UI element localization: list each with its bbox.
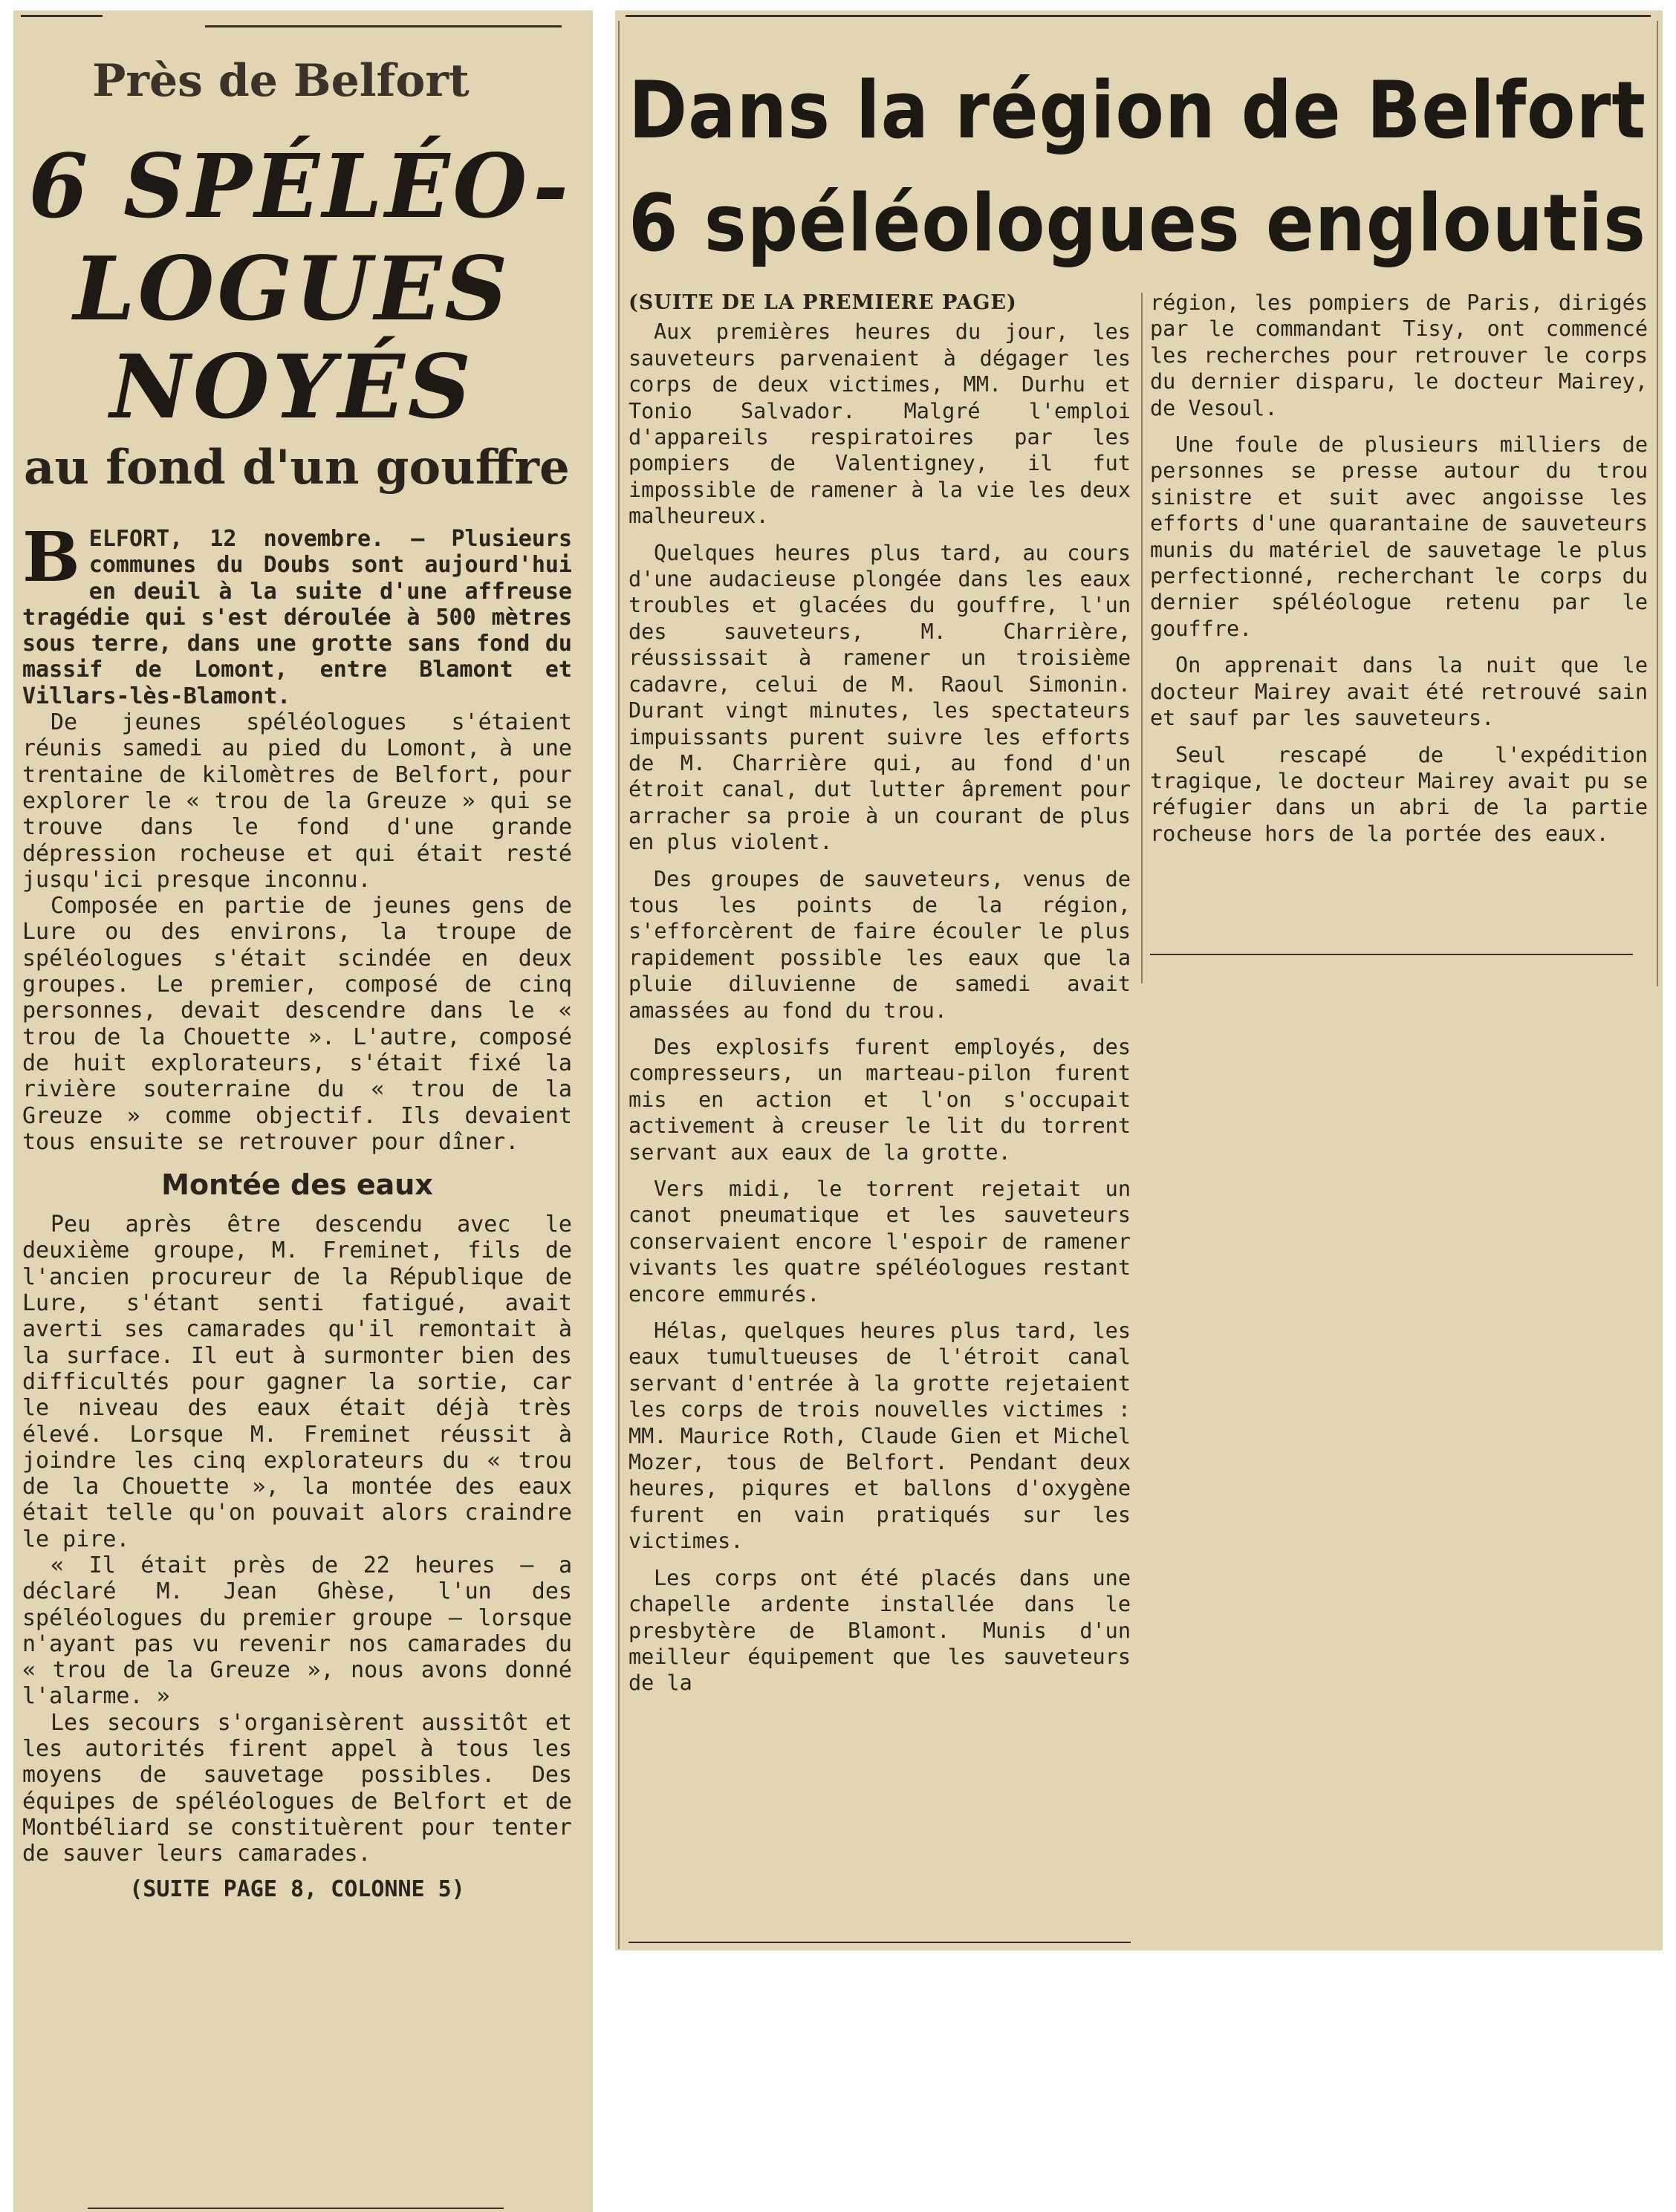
lead-text: ELFORT, 12 novembre. — Plusieurs communes du Doubs sont aujourd'hui en deuil à la suite d'une affreuse tragédie qui s'est déroulée à 500 mètres sous terre, dans une grotte sans fond du massif de Lomont, entre Blamont et Villars-lès-Blamont. <box>22 526 572 709</box>
paragraph: Composée en partie de jeunes gens de Lure ou des environs, la troupe de spéléologues s'était scindée en deux groupes. Le premier, composé de cinq personnes, devait descendre dans le « trou de la Chouette ». L'autre, composé de huit explorateurs, s'était fixé la rivière souterraine du « trou de la Greuze » comme objectif. Ils devaient tous ensuite se retrouver pour dîner. <box>22 893 572 1155</box>
paragraph: Des groupes de sauveteurs, venus de tous les points de la région, s'efforcèrent de faire écouler le plus rapidement possible les eaux que la pluie diluvienne de samedi avait amassées au fond du trou. <box>628 866 1131 1023</box>
top-rule-left <box>21 15 103 17</box>
kicker: Près de Belfort <box>92 55 470 107</box>
top-rule-right <box>205 25 562 27</box>
paragraph: On apprenait dans la nuit que le docteur Mairey avait été retrouvé sain et sauf par les sauveteurs. <box>1150 653 1648 731</box>
paragraph: Hélas, quelques heures plus tard, les eaux tumultueuses de l'étroit canal servant d'entrée à la grotte rejetaient les corps de trois nouvelles victimes : MM. Maurice Roth, Claude Gien et Michel Mozer, tous de Belfort. Pendant deux heures, piqures et ballons d'oxygène furent en vain pratiqués sur les victimes. <box>628 1318 1131 1554</box>
deck: au fond d'un gouffre <box>24 440 570 495</box>
paragraph: Les corps ont été placés dans une chapelle ardente installée dans le presbytère de Blamont. Munis d'un meilleur équipement que les sauveteurs de la <box>628 1565 1131 1696</box>
drop-cap: B <box>22 517 80 597</box>
column-2 <box>1150 290 1648 857</box>
paragraph: Peu après être descendu avec le deuxième groupe, M. Freminet, fils de l'ancien procureur de la République de Lure, s'étant senti fatigué, avait averti ses camarades qu'il remontait à la surface. Il eut à surmonter bien des difficultés pour gagner la sortie, car le niveau des eaux était déjà très élevé. Lorsque M. Freminet réussit à joindre les cinq explorateurs du « trou de la Chouette », la montée des eaux était telle qu'on pouvait alors craindre le pire. <box>22 1211 572 1552</box>
column-1-end-rule <box>628 1942 1131 1943</box>
border-right <box>1657 21 1658 986</box>
column-2-end-rule <box>1150 954 1633 955</box>
border-left <box>618 21 620 1949</box>
paragraph: Une foule de plusieurs milliers de personnes se presse autour du trou sinistre et suit avec angoisse les efforts d'une quarantaine de sauveteurs munis du matériel de sauvetage le plus perfectionné, recherchant le corps du dernier spéléologue retenu par le gouffre. <box>1150 432 1648 641</box>
continuation-note: (SUITE PAGE 8, COLONNE 5) <box>129 1876 465 1902</box>
paragraph: Vers midi, le torrent rejetait un canot pneumatique et les sauveteurs conservaient encore l'espoir de ramener vivants les quatre spéléologues restant encore emmurés. <box>628 1177 1131 1307</box>
subheading: Montée des eaux <box>161 1168 433 1202</box>
left-clipping <box>13 10 593 2212</box>
column-divider <box>1141 293 1143 983</box>
headline-line-1: 6 SPÉLÉO- <box>28 134 571 238</box>
paragraph: Seul rescapé de l'expédition tragique, le docteur Mairey avait pu se réfugier dans un abri de la partie rocheuse hors de la portée des eaux. <box>1150 742 1648 846</box>
headline-line-3: NOYÉS <box>109 335 475 438</box>
headline-line-2: 6 spéléologues engloutis <box>628 178 1646 269</box>
left-article-body <box>22 517 572 1902</box>
headline-line-1: Dans la région de Belfort <box>628 65 1646 156</box>
continued-note: (SUITE DE LA PREMIERE PAGE) <box>628 291 1017 314</box>
paragraph: « Il était près de 22 heures — a déclaré M. Jean Ghèse, l'un des spéléologues du premier groupe — lorsque n'ayant pas vu revenir nos camarades du « trou de la Greuze », nous avons donné l'alarme. » <box>22 1552 572 1710</box>
paragraph: Des explosifs furent employés, des compresseurs, un marteau-pilon furent mis en action et l'on s'occupait activement à creuser le lit du torrent servant aux eaux de la grotte. <box>628 1034 1131 1165</box>
bottom-rule <box>88 2208 504 2209</box>
top-rule <box>626 15 1651 17</box>
paragraph: Quelques heures plus tard, au cours d'une audacieuse plongée dans les eaux troubles et glacées du gouffre, l'un des sauveteurs, M. Charrière, réussissait à ramener un troisième cadavre, celui de M. Raoul Simonin. Durant vingt minutes, les spectateurs impuissants purent suivre les efforts de M. Charrière qui, au fond d'un étroit canal, dut lutter âprement pour arracher sa proie à un courant de plus en plus violent. <box>628 540 1131 855</box>
headline-line-2: LOGUES <box>73 237 511 340</box>
paragraph: De jeunes spéléologues s'étaient réunis samedi au pied du Lomont, à une trentaine de kilomètres de Belfort, pour explorer le « trou de la Greuze » qui se trouve dans le fond d'une grande dépression rocheuse et qui était resté jusqu'ici presque inconnu. <box>22 709 572 893</box>
right-clipping <box>615 10 1663 1951</box>
lead-paragraph <box>22 517 572 709</box>
paragraph: Les secours s'organisèrent aussitôt et les autorités firent appel à tous les moyens de sauvetage possibles. Des équipes de spéléologues de Belfort et de Montbéliard se constituèrent pour tenter de sauver leurs camarades. <box>22 1709 572 1867</box>
paragraph: Aux premières heures du jour, les sauveteurs parvenaient à dégager les corps de deux victimes, MM. Durhu et Tonio Salvador. Malgré l'emploi d'appareils respiratoires par les pompiers de Valentigney, il fut impossible de ramener à la vie les deux malheureux. <box>628 319 1131 529</box>
paragraph: région, les pompiers de Paris, dirigés par le commandant Tisy, ont commencé les recherches pour retrouver le corps du dernier disparu, le docteur Mairey, de Vesoul. <box>1150 290 1648 420</box>
column-1 <box>628 290 1131 1707</box>
